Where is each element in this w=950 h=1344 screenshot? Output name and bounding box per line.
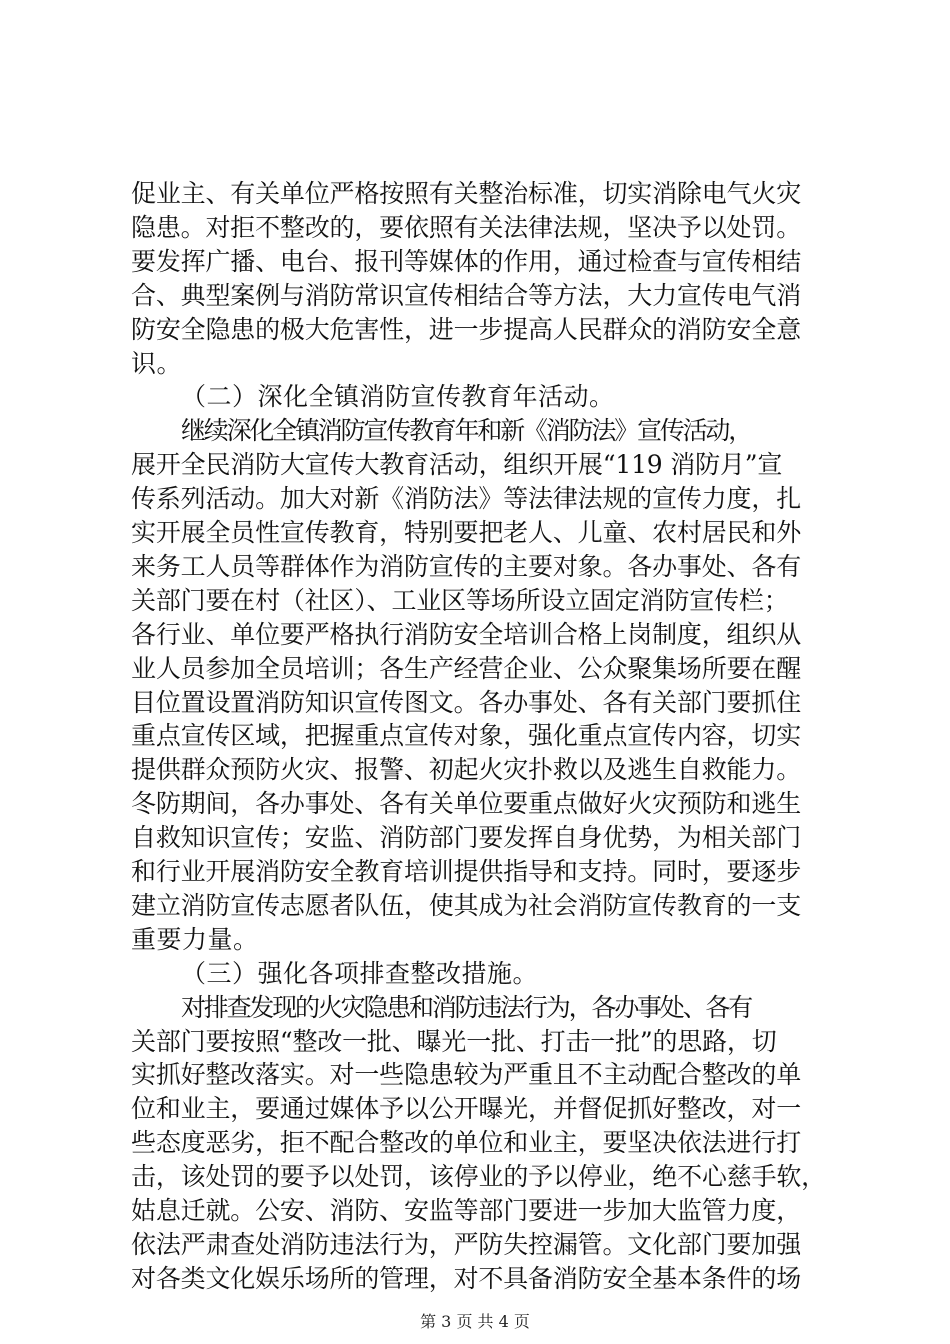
text-line: 自救知识宣传；安监、消防部门要发挥自身优势，为相关部门 (131, 823, 802, 853)
text-line: 位和业主，要通过媒体予以公开曝光，并督促抓好整改，对一 (131, 1094, 802, 1124)
page-footer: 第 3 页 共 4 页 (420, 1312, 530, 1331)
text-line: 姑息迁就。公安、消防、安监等部门要进一步加大监管力度， (131, 1196, 802, 1225)
text-line: 提供群众预防火灾、报警、初起火灾扑救以及逃生自救能力。 (131, 755, 802, 785)
text-line: 识。 (131, 348, 183, 378)
text-line: 重点宣传区域，把握重点宣传对象，强化重点宣传内容，切实 (131, 721, 802, 751)
text-line: 实开展全员性宣传教育，特别要把老人、儿童、农村居民和外 (131, 518, 802, 547)
text-line: 重要力量。 (131, 924, 259, 954)
text-line: 实抓好整改落实。对一些隐患较为严重且不主动配合整改的单 (131, 1060, 802, 1090)
text-line: 业人员参加全员培训；各生产经营企业、公众聚集场所要在醒 (131, 653, 802, 683)
text-line: 目位置设置消防知识宣传图文。各办事处、各有关部门要抓住 (131, 687, 802, 717)
section-heading: （二）深化全镇消防宣传教育年活动。 (181, 382, 615, 412)
text-line: 些态度恶劣，拒不配合整改的单位和业主，要坚决依法进行打 (131, 1128, 802, 1158)
text-line: 防安全隐患的极大危害性，进一步提高人民群众的消防安全意 (131, 314, 802, 344)
text-line: 展开全民消防大宣传大教育活动，组织开展“119 消防月”宣 (131, 450, 783, 480)
text-line: 对排查发现的火灾隐患和消防违法行为，各办事处、各有 (181, 992, 752, 1022)
text-line: 传系列活动。加大对新《消防法》等法律法规的宣传力度，扎 (131, 484, 802, 514)
text-line: 来务工人员等群体作为消防宣传的主要对象。各办事处、各有 (131, 551, 802, 581)
text-line: 和行业开展消防安全教育培训提供指导和支持。同时，要逐步 (131, 857, 802, 886)
text-line: 击，该处罚的要予以处罚，该停业的予以停业，绝不心慈手软， (131, 1162, 827, 1192)
text-line: 继续深化全镇消防宣传教育年和新《消防法》宣传活动， (181, 416, 752, 446)
text-line: 关部门要在村（社区）、工业区等场所设立固定消防宣传栏； (131, 585, 789, 615)
text-line: 要发挥广播、电台、报刊等媒体的作用，通过检查与宣传相结 (131, 246, 802, 276)
text-line: 促业主、有关单位严格按照有关整治标准，切实消除电气火灾 (131, 179, 802, 208)
text-line: 建立消防宣传志愿者队伍，使其成为社会消防宣传教育的一支 (131, 890, 802, 920)
section-heading: （三）强化各项排查整改措施。 (181, 958, 539, 988)
text-line: 合、典型案例与消防常识宣传相结合等方法，大力宣传电气消 (131, 280, 802, 310)
text-line: 隐患。对拒不整改的，要依照有关法律法规，坚决予以处罚。 (131, 212, 802, 242)
text-line: 各行业、单位要严格执行消防安全培训合格上岗制度，组织从 (131, 619, 802, 649)
text-line: 对各类文化娱乐场所的管理，对不具备消防安全基本条件的场 (131, 1263, 802, 1293)
text-line: 依法严肃查处消防违法行为，严防失控漏管。文化部门要加强 (131, 1229, 802, 1259)
text-line: 关部门要按照“整改一批、曝光一批、打击一批”的思路，切 (131, 1026, 777, 1056)
text-line: 冬防期间，各办事处、各有关单位要重点做好火灾预防和逃生 (131, 789, 802, 819)
